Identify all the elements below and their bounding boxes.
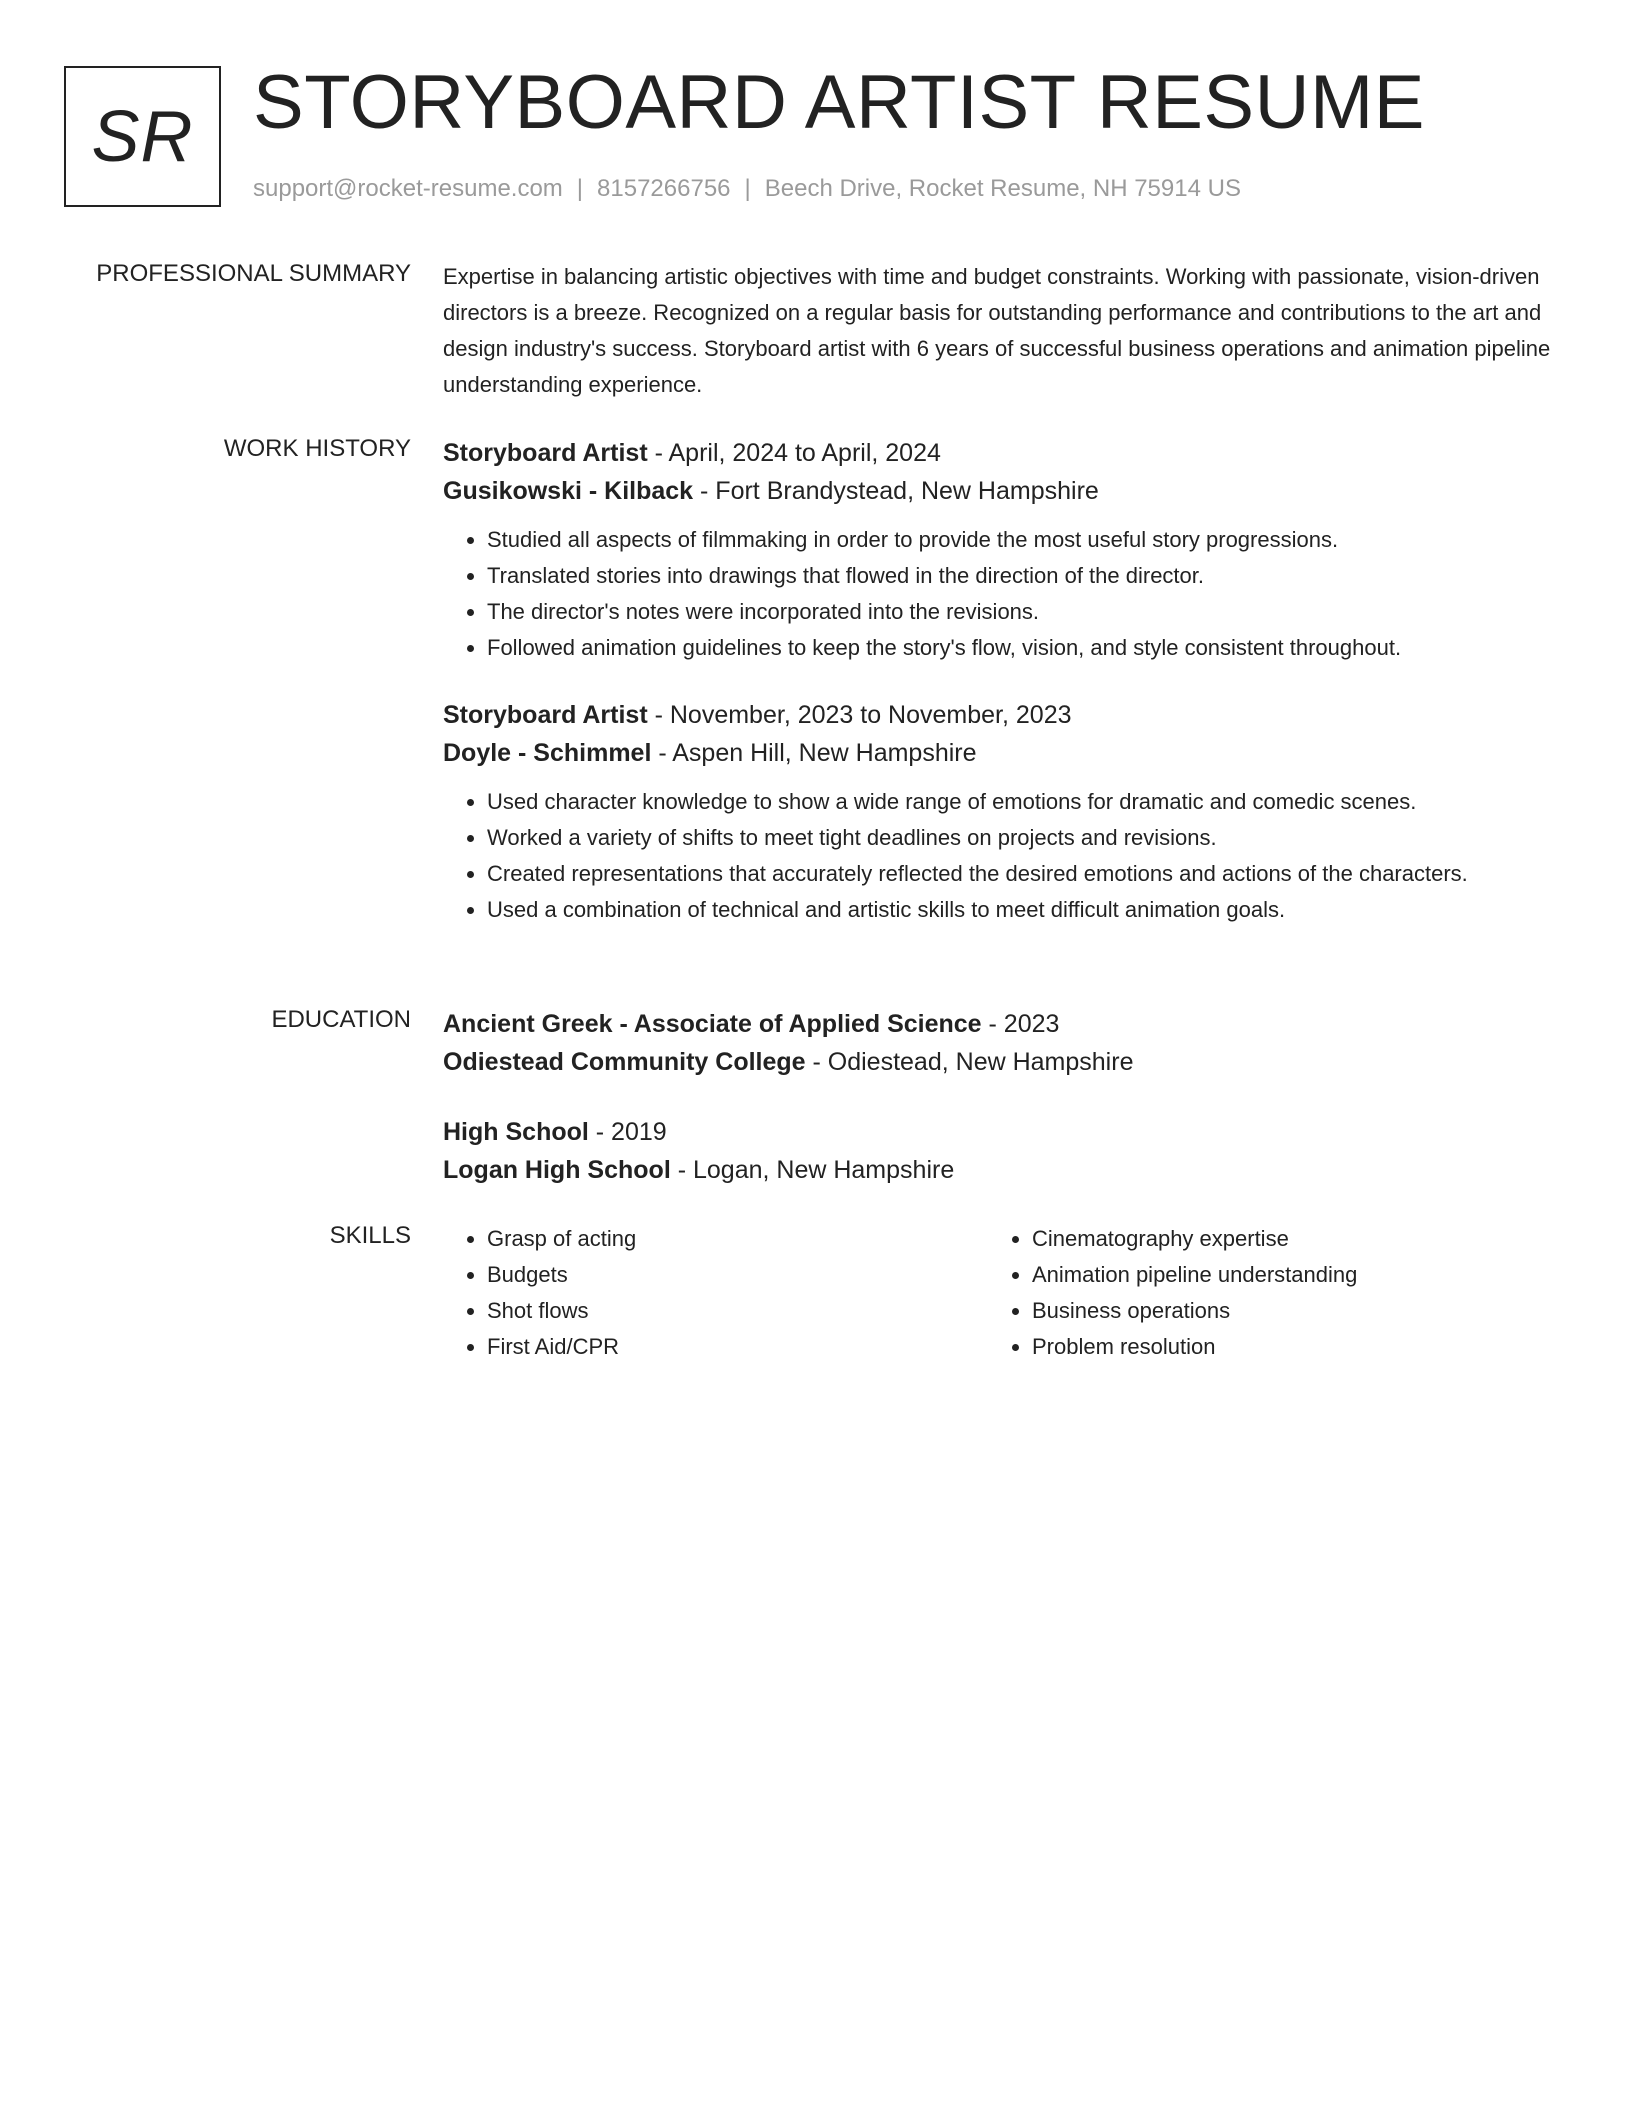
section-label-work-history: WORK HISTORY xyxy=(223,435,411,462)
contact-address: Beech Drive, Rocket Resume, NH 75914 US xyxy=(764,175,1241,202)
contact-line xyxy=(253,174,1241,204)
skills-body xyxy=(443,1221,1563,1365)
education-school-line xyxy=(443,1043,1563,1081)
skill-item: • Grasp of acting xyxy=(487,1221,988,1257)
education-body xyxy=(443,1005,1563,1189)
education-school: Logan High School xyxy=(443,1156,671,1184)
job-company-line xyxy=(443,472,1563,510)
job-title-line xyxy=(443,434,1563,472)
education-entry xyxy=(443,1113,1563,1189)
skills-columns xyxy=(443,1221,1563,1365)
summary-text: Expertise in balancing artistic objectives with time and budget constraints. Working with passionate, vision-driven directors is a breeze. Recognized on a regular basis for outstanding performance and contributions to the art and design industry's success. Storyboard artist with 6 years of successful business operations and animation pipeline understanding experience. xyxy=(443,264,1551,397)
page-title: STORYBOARD ARTIST RESUME xyxy=(253,60,1426,145)
job-bullet: • Studied all aspects of filmmaking in order to provide the most useful story progressions. xyxy=(487,522,1563,558)
job-location: - Fort Brandystead, New Hampshire xyxy=(693,477,1099,505)
education-degree: High School xyxy=(443,1118,589,1146)
education-year: - 2023 xyxy=(981,1010,1060,1038)
contact-separator: | xyxy=(576,175,584,202)
skill-item: • First Aid/CPR xyxy=(487,1329,988,1365)
job-bullet-list xyxy=(443,784,1563,928)
skill-item: • Problem resolution xyxy=(1032,1329,1533,1365)
contact-phone: 8157266756 xyxy=(597,175,731,202)
skills-list-left xyxy=(443,1221,988,1365)
education-school: Odiestead Community College xyxy=(443,1048,806,1076)
education-degree-line xyxy=(443,1005,1563,1043)
contact-email: support@rocket-resume.com xyxy=(253,175,563,202)
section-label-skills: SKILLS xyxy=(329,1222,411,1249)
job-entry xyxy=(443,696,1563,928)
education-year: - 2019 xyxy=(588,1118,667,1146)
education-location: - Odiestead, New Hampshire xyxy=(805,1048,1134,1076)
job-bullet: • Translated stories into drawings that flowed in the direction of the director. xyxy=(487,558,1563,594)
contact-separator: | xyxy=(744,175,751,202)
work-history-body xyxy=(443,434,1563,928)
skill-item: • Business operations xyxy=(1032,1293,1533,1329)
job-bullet-list xyxy=(443,522,1563,666)
job-entry xyxy=(443,434,1563,666)
job-title-line xyxy=(443,696,1563,734)
skill-item: • Shot flows xyxy=(487,1293,988,1329)
education-degree: Ancient Greek - Associate of Applied Science xyxy=(443,1010,982,1038)
summary-body xyxy=(443,259,1563,403)
job-company: Doyle - Schimmel xyxy=(443,739,652,767)
skill-item: • Budgets xyxy=(487,1257,988,1293)
education-school-line xyxy=(443,1151,1563,1189)
monogram-initials: SR xyxy=(91,96,194,177)
skill-item: • Animation pipeline understanding xyxy=(1032,1257,1533,1293)
job-company: Gusikowski - Kilback xyxy=(443,477,694,505)
education-entry xyxy=(443,1005,1563,1081)
education-location: - Logan, New Hampshire xyxy=(670,1156,955,1184)
job-bullet: • Used a combination of technical and artistic skills to meet difficult animation goals. xyxy=(487,892,1563,928)
education-degree-line xyxy=(443,1113,1563,1151)
section-label-education: EDUCATION xyxy=(271,1006,411,1033)
job-company-line xyxy=(443,734,1563,772)
job-dates: - November, 2023 to November, 2023 xyxy=(647,701,1072,729)
job-bullet: • Used character knowledge to show a wide range of emotions for dramatic and comedic scenes. xyxy=(487,784,1563,820)
skill-item: • Cinematography expertise xyxy=(1032,1221,1533,1257)
job-title: Storyboard Artist xyxy=(443,701,648,729)
monogram-box xyxy=(64,66,221,207)
job-bullet: • Worked a variety of shifts to meet tight deadlines on projects and revisions. xyxy=(487,820,1563,856)
job-bullet: • The director's notes were incorporated into the revisions. xyxy=(487,594,1563,630)
section-label-summary: PROFESSIONAL SUMMARY xyxy=(96,260,411,287)
job-dates: - April, 2024 to April, 2024 xyxy=(647,439,941,467)
job-bullet: • Created representations that accurately reflected the desired emotions and actions of the characters. xyxy=(487,856,1563,892)
job-bullet: • Followed animation guidelines to keep the story's flow, vision, and style consistent throughout. xyxy=(487,630,1563,666)
skills-list-right xyxy=(988,1221,1533,1365)
job-title: Storyboard Artist xyxy=(443,439,648,467)
job-location: - Aspen Hill, New Hampshire xyxy=(651,739,977,767)
